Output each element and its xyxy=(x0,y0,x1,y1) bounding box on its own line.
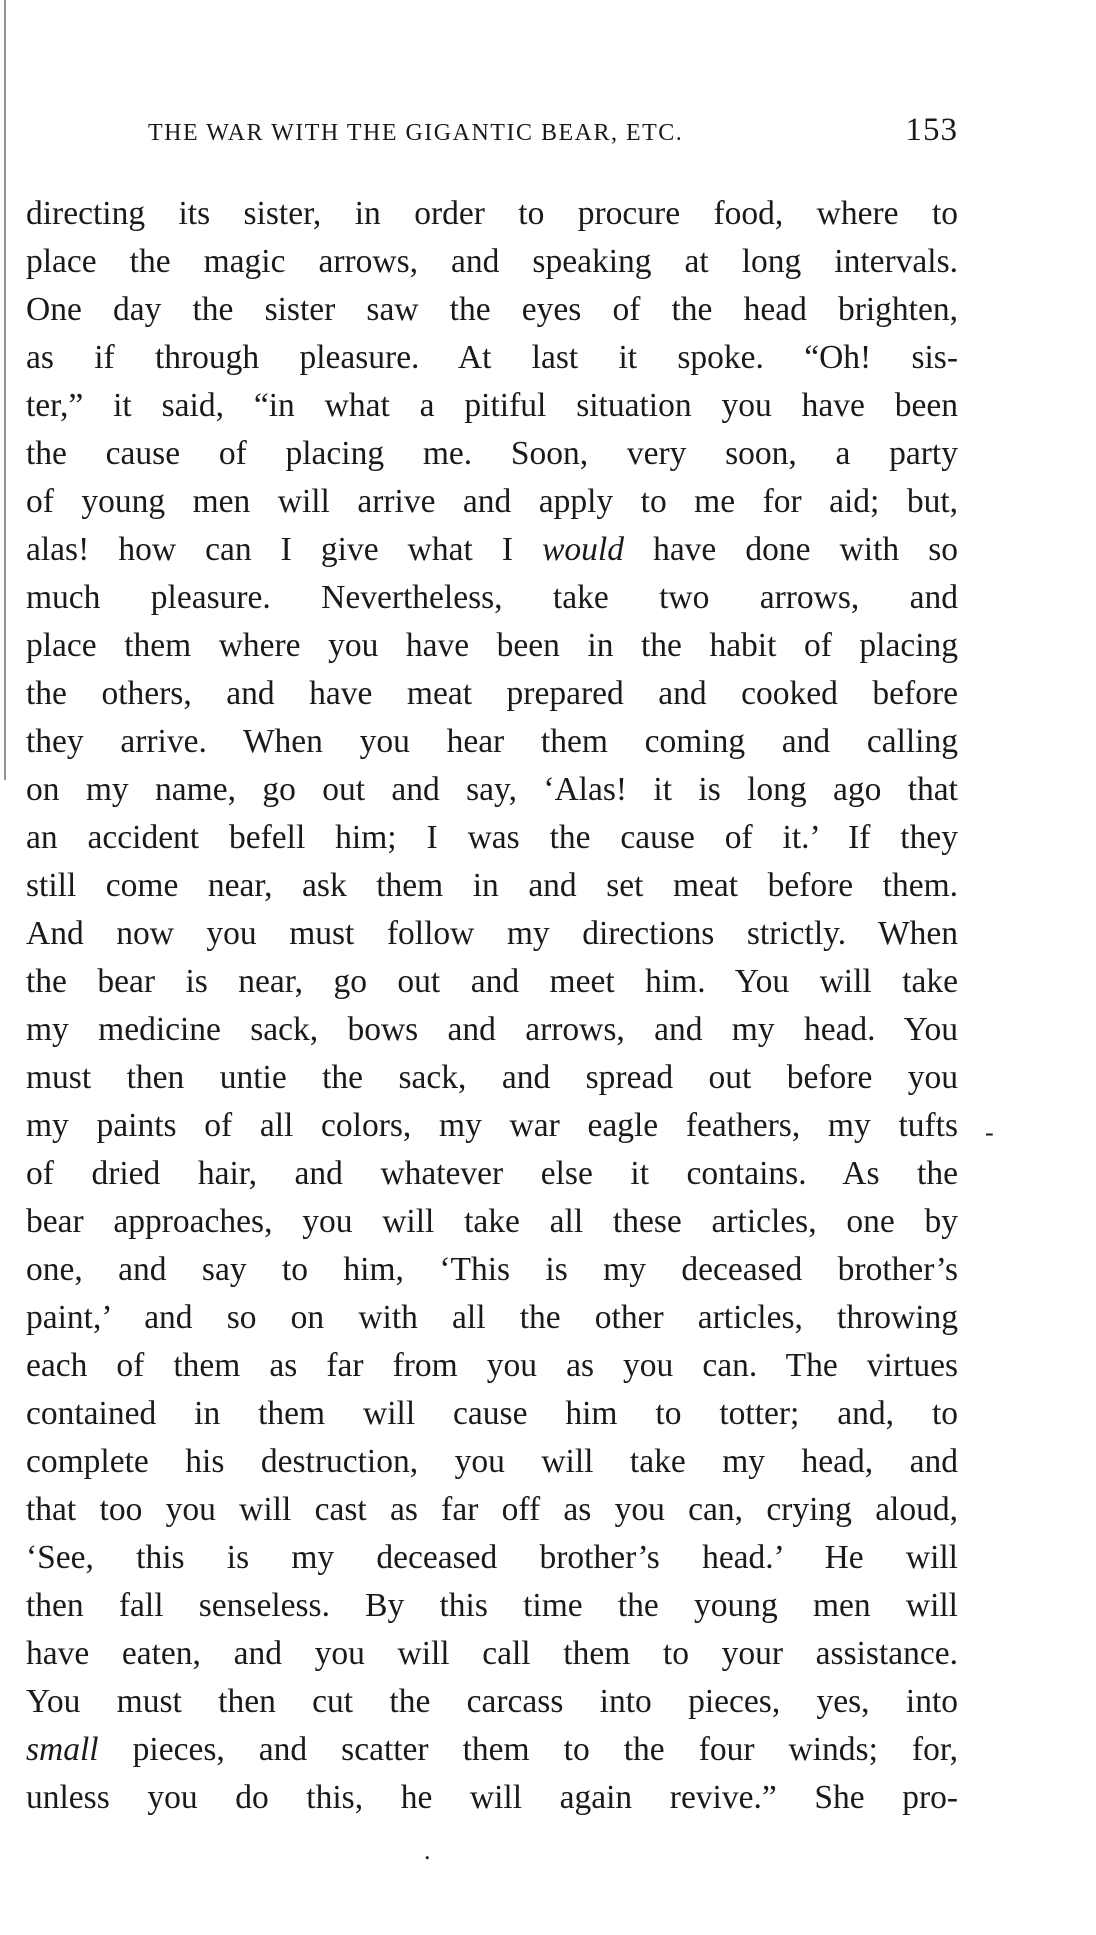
text-line: ‘See, this is my deceased brother’s head.’ He will xyxy=(26,1539,958,1576)
text-line: You must then cut the carcass into pieces, yes, into xyxy=(26,1683,958,1720)
text-segment: have done with so xyxy=(653,531,958,568)
text-line: the bear is near, go out and meet him. You will take xyxy=(26,963,958,1000)
text-line: of young men will arrive and apply to me for aid; but, xyxy=(26,483,958,520)
text-line: an accident befell him; I was the cause of it.’ If they xyxy=(26,819,958,856)
italic-word: would xyxy=(542,531,624,568)
text-line: one, and say to him, ‘This is my deceased brother’s xyxy=(26,1251,958,1288)
text-line: as if through pleasure. At last it spoke. “Oh! sis- xyxy=(26,339,958,376)
text-line: still come near, ask them in and set meat before them. xyxy=(26,867,958,904)
text-line: my medicine sack, bows and arrows, and my head. You xyxy=(26,1011,958,1048)
text-line: my paints of all colors, my war eagle feathers, my tufts xyxy=(26,1107,958,1144)
text-line: of dried hair, and whatever else it contains. As the xyxy=(26,1155,958,1192)
footer-dot: . xyxy=(424,1836,431,1865)
running-title: THE WAR WITH THE GIGANTIC BEAR, ETC. xyxy=(148,120,684,146)
text-line: And now you must follow my directions strictly. When xyxy=(26,915,958,952)
text-line: have eaten, and you will call them to your assistance. xyxy=(26,1635,958,1672)
text-line: paint,’ and so on with all the other articles, throwing xyxy=(26,1299,958,1336)
binding-edge xyxy=(4,0,6,780)
text-line: unless you do this, he will again revive.” She pro- xyxy=(26,1779,958,1816)
running-head xyxy=(148,112,958,152)
text-line: must then untie the sack, and spread out before you xyxy=(26,1059,958,1096)
text-line: they arrive. When you hear them coming and calling xyxy=(26,723,958,760)
italic-word: small xyxy=(26,1731,99,1768)
text-line-with-italic xyxy=(26,1726,958,1774)
text-segment: alas! how can I give what I xyxy=(26,531,513,568)
text-line: much pleasure. Nevertheless, take two arrows, and xyxy=(26,579,958,616)
text-line: ter,” it said, “in what a pitiful situation you have been xyxy=(26,387,958,424)
text-line-with-italic xyxy=(26,526,958,574)
text-line: bear approaches, you will take all these articles, one by xyxy=(26,1203,958,1240)
text-line: place the magic arrows, and speaking at long intervals. xyxy=(26,243,958,280)
text-line: the cause of placing me. Soon, very soon, a party xyxy=(26,435,958,472)
text-line: directing its sister, in order to procure food, where to xyxy=(26,195,958,232)
text-segment: pieces, and scatter them to the four winds; for, xyxy=(132,1731,959,1768)
text-line: then fall senseless. By this time the young men will xyxy=(26,1587,958,1624)
text-line: One day the sister saw the eyes of the head brighten, xyxy=(26,291,958,328)
page-number: 153 xyxy=(905,112,958,148)
text-line: the others, and have meat prepared and cooked before xyxy=(26,675,958,712)
text-line: on my name, go out and say, ‘Alas! it is long ago that xyxy=(26,771,958,808)
text-line: place them where you have been in the habit of placing xyxy=(26,627,958,664)
margin-mark: - xyxy=(985,1118,994,1147)
text-line: that too you will cast as far off as you can, crying aloud, xyxy=(26,1491,958,1528)
text-line: contained in them will cause him to totter; and, to xyxy=(26,1395,958,1432)
text-line: complete his destruction, you will take my head, and xyxy=(26,1443,958,1480)
body-text xyxy=(26,190,958,1822)
text-line: each of them as far from you as you can. The virtues xyxy=(26,1347,958,1384)
